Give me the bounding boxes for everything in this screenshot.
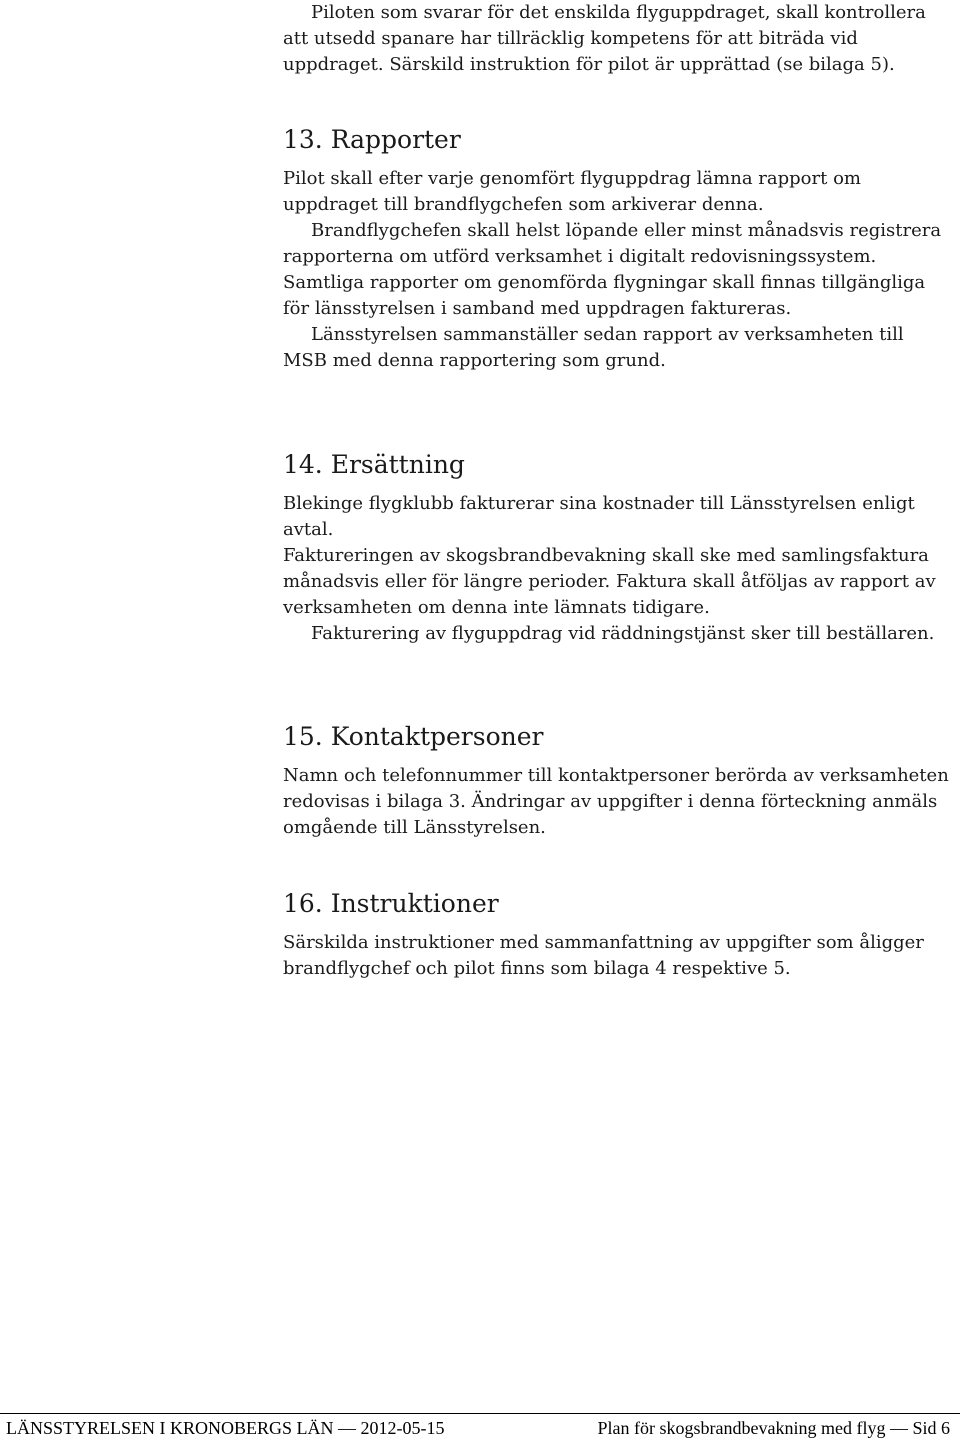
rapporter-paragraph-3: Länsstyrelsen sammanställer sedan rapport av verksamheten till MSB med denna rapportering som grund.	[283, 324, 904, 371]
section-body-ersattning	[283, 491, 951, 647]
kontaktpersoner-paragraph-1: Namn och telefonnummer till kontaktpersoner berörda av verksamheten redovisas i bilaga 3. Ändringar av uppgifter i denna förteckning anmäls omgående till Länsstyrelsen.	[283, 765, 949, 838]
rapporter-paragraph-1: Pilot skall efter varje genomfört flyguppdrag lämna rapport om uppdraget till brandflygchefen som arkiverar denna.	[283, 168, 861, 215]
section-heading-kontaktpersoner: 15. Kontaktpersoner	[283, 722, 544, 751]
ersattning-paragraph-2: Faktureringen av skogsbrandbevakning skall ske med samlingsfaktura månadsvis eller för längre perioder. Faktura skall åtföljas av rapport av verksamheten om denna inte lämnats tidigare.	[283, 545, 936, 618]
footer-left-text: LÄNSSTYRELSEN I KRONOBERGS LÄN — 2012-05-15	[6, 1418, 445, 1438]
instruktioner-paragraph-1: Särskilda instruktioner med sammanfattning av uppgifter som åligger brandflygchef och pilot finns som bilaga 4 respektive 5.	[283, 932, 924, 979]
ersattning-paragraph-3: Fakturering av flyguppdrag vid räddningstjänst sker till beställaren.	[311, 623, 935, 644]
section-heading-rapporter: 13. Rapporter	[283, 125, 461, 154]
pilot-paragraph-block	[283, 0, 951, 78]
section-body-rapporter	[283, 166, 951, 374]
section-heading-instruktioner: 16. Instruktioner	[283, 889, 499, 918]
ersattning-paragraph-1: Blekinge flygklubb fakturerar sina kostnader till Länsstyrelsen enligt avtal.	[283, 493, 915, 540]
section-body-instruktioner	[283, 930, 951, 982]
pilot-paragraph: Piloten som svarar för det enskilda flyguppdraget, skall kontrollera att utsedd spanare har tillräcklig kompetens för att biträda vid uppdraget. Särskild instruktion för pilot är upprättad (se bilaga 5).	[283, 2, 926, 75]
footer-rule	[0, 1413, 960, 1414]
footer-right-text: Plan för skogsbrandbevakning med flyg — Sid 6	[597, 1418, 950, 1438]
rapporter-paragraph-2: Brandflygchefen skall helst löpande eller minst månadsvis registrera rapporterna om utförd verksamhet i digitalt redovisningssystem. Samtliga rapporter om genomförda flygningar skall finnas tillgängliga för länsstyrelsen i samband med uppdragen faktureras.	[283, 220, 942, 319]
section-heading-ersattning: 14. Ersättning	[283, 450, 465, 479]
section-body-kontaktpersoner	[283, 763, 951, 841]
